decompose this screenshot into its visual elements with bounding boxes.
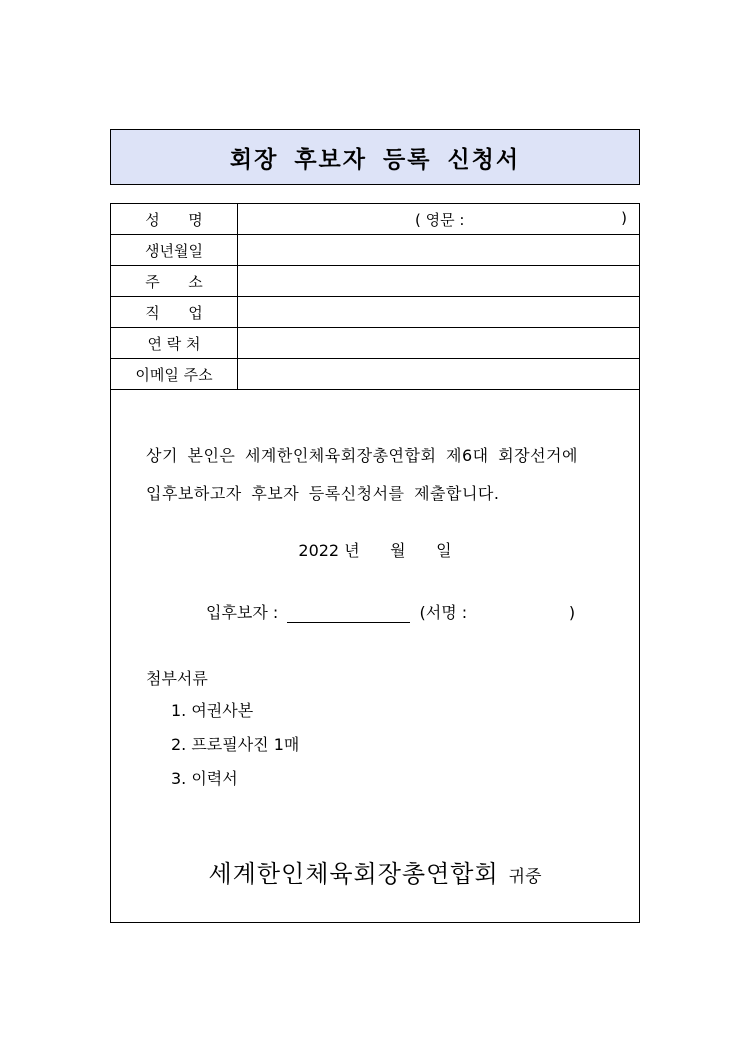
name-field[interactable] — [238, 204, 640, 235]
table-row-birthdate — [111, 235, 639, 266]
addressee-line — [111, 854, 639, 889]
signature-close: ) — [568, 603, 576, 622]
list-item: 2. 프로필사진 1매 — [171, 735, 300, 754]
attachments-list — [171, 694, 299, 796]
english-name-group — [238, 209, 639, 230]
list-item: 3. 이력서 — [171, 769, 238, 788]
table-row-name — [111, 204, 639, 235]
statement-line-1: 상기 본인은 세계한인체육회장총연합회 제6대 회장선거에 — [146, 446, 578, 465]
statement-line-2: 입후보하고자 후보자 등록신청서를 제출합니다. — [146, 484, 500, 503]
email-label: 이메일 주소 — [111, 359, 238, 390]
table-row-address — [111, 266, 639, 297]
table-row-contact — [111, 328, 639, 359]
table-row-email — [111, 359, 639, 390]
name-label: 성 명 — [111, 204, 238, 235]
occupation-label: 직 업 — [111, 297, 238, 328]
organization-suffix: 귀중 — [508, 867, 542, 887]
birthdate-field[interactable] — [238, 235, 640, 266]
list-item: 1. 여권사본 — [171, 701, 254, 720]
table-row-occupation — [111, 297, 639, 328]
candidate-line — [206, 600, 575, 623]
title-box — [110, 129, 640, 185]
birthdate-label: 생년월일 — [111, 235, 238, 266]
contact-field[interactable] — [238, 328, 640, 359]
address-label: 주 소 — [111, 266, 238, 297]
occupation-field[interactable] — [238, 297, 640, 328]
date-line: 2022 년 월 일 — [298, 541, 452, 560]
english-name-close: ) — [621, 208, 627, 227]
attachments-title: 첨부서류 — [146, 669, 208, 688]
contact-label: 연 락 처 — [111, 328, 238, 359]
application-form — [110, 203, 640, 923]
signature-open: (서명 : — [419, 603, 468, 622]
organization-name: 세계한인체육회장총연합회 — [208, 860, 499, 888]
email-field[interactable] — [238, 359, 640, 390]
statement-text — [146, 437, 578, 513]
address-field[interactable] — [238, 266, 640, 297]
applicant-info-table — [111, 204, 639, 390]
document-title: 회장 후보자 등록 신청서 — [229, 146, 521, 173]
candidate-label: 입후보자 : — [206, 603, 279, 622]
english-name-open: ( 영문 : — [415, 210, 465, 229]
candidate-name-blank[interactable] — [287, 606, 410, 623]
